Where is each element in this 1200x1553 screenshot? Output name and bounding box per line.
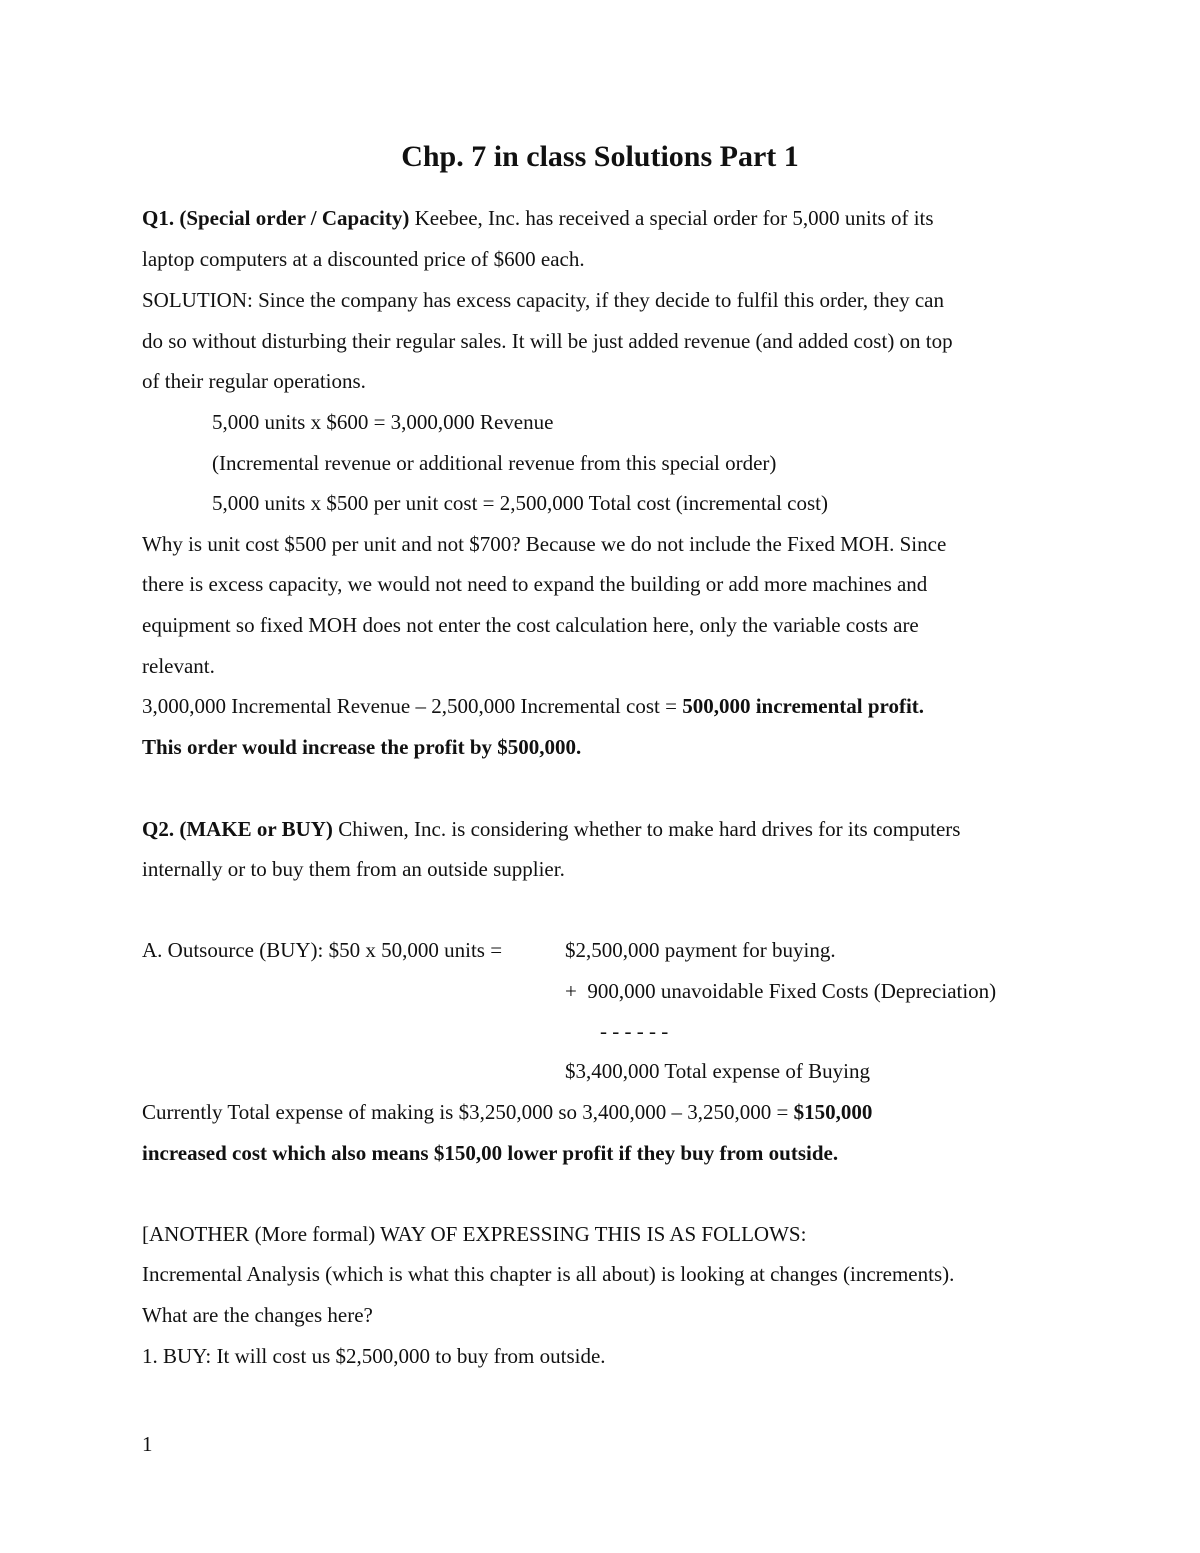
q1-intro-line-1 xyxy=(142,204,934,232)
q2-outsource-label: A. Outsource (BUY): $50 x 50,000 units = xyxy=(142,938,503,962)
q2-intro-line-2: internally or to buy them from an outside supplier. xyxy=(142,857,565,881)
q1-conclusion: This order would increase the profit by $500,000. xyxy=(142,735,582,759)
q1-solution-line-1: SOLUTION: Since the company has excess capacity, if they decide to fulfil this order, they can xyxy=(142,288,944,312)
q2-outsource-payment: $2,500,000 payment for buying. xyxy=(565,938,836,962)
q1-result-profit: 500,000 incremental profit. xyxy=(682,694,925,718)
q1-intro-text-1: Keebee, Inc. has received a special order for 5,000 units of its xyxy=(409,206,934,230)
q1-why-line-4: relevant. xyxy=(142,654,215,678)
q2-outsource-total: $3,400,000 Total expense of Buying xyxy=(565,1059,870,1083)
q2-intro-text-1: Chiwen, Inc. is considering whether to make hard drives for its computers xyxy=(332,817,961,841)
q1-calc-note: (Incremental revenue or additional revenue from this special order) xyxy=(212,451,777,475)
q2-buy-item: 1. BUY: It will cost us $2,500,000 to buy from outside. xyxy=(142,1344,606,1368)
q1-why-line-1: Why is unit cost $500 per unit and not $700? Because we do not include the Fixed MOH. Since xyxy=(142,532,947,556)
q2-label: Q2. (MAKE or BUY) xyxy=(142,817,333,841)
q2-changes-question: What are the changes here? xyxy=(142,1303,373,1327)
q1-why-line-3: equipment so fixed MOH does not enter the cost calculation here, only the variable costs are xyxy=(142,613,919,637)
q1-solution-line-3: of their regular operations. xyxy=(142,369,366,393)
q1-result-text: 3,000,000 Incremental Revenue – 2,500,000 Incremental cost = xyxy=(142,694,683,718)
q2-outsource-fixed: + 900,000 unavoidable Fixed Costs (Depreciation) xyxy=(565,979,997,1003)
page-number: 1 xyxy=(142,1432,153,1456)
q2-current-amount: $150,000 xyxy=(793,1100,873,1124)
q1-result-line xyxy=(142,692,924,720)
q2-current-conclusion: increased cost which also means $150,00 lower profit if they buy from outside. xyxy=(142,1141,839,1165)
q2-another-way: [ANOTHER (More formal) WAY OF EXPRESSING THIS IS AS FOLLOWS: xyxy=(142,1222,807,1246)
q1-intro-line-2: laptop computers at a discounted price of $600 each. xyxy=(142,247,585,271)
q1-why-line-2: there is excess capacity, we would not need to expand the building or add more machines and xyxy=(142,572,928,596)
q2-intro-line-1 xyxy=(142,815,960,843)
q1-calc-cost: 5,000 units x $500 per unit cost = 2,500,000 Total cost (incremental cost) xyxy=(212,491,828,515)
q1-solution-line-2: do so without disturbing their regular sales. It will be just added revenue (and added cost) on top xyxy=(142,329,953,353)
q2-incremental-analysis: Incremental Analysis (which is what this chapter is all about) is looking at changes (increments). xyxy=(142,1262,955,1286)
document-title: Chp. 7 in class Solutions Part 1 xyxy=(401,140,799,173)
q2-outsource-divider: - - - - - - xyxy=(600,1019,669,1043)
q2-current-line xyxy=(142,1098,872,1126)
q1-calc-revenue: 5,000 units x $600 = 3,000,000 Revenue xyxy=(212,410,554,434)
q2-current-text: Currently Total expense of making is $3,250,000 so 3,400,000 – 3,250,000 = xyxy=(142,1100,794,1124)
q1-label: Q1. (Special order / Capacity) xyxy=(142,206,410,230)
